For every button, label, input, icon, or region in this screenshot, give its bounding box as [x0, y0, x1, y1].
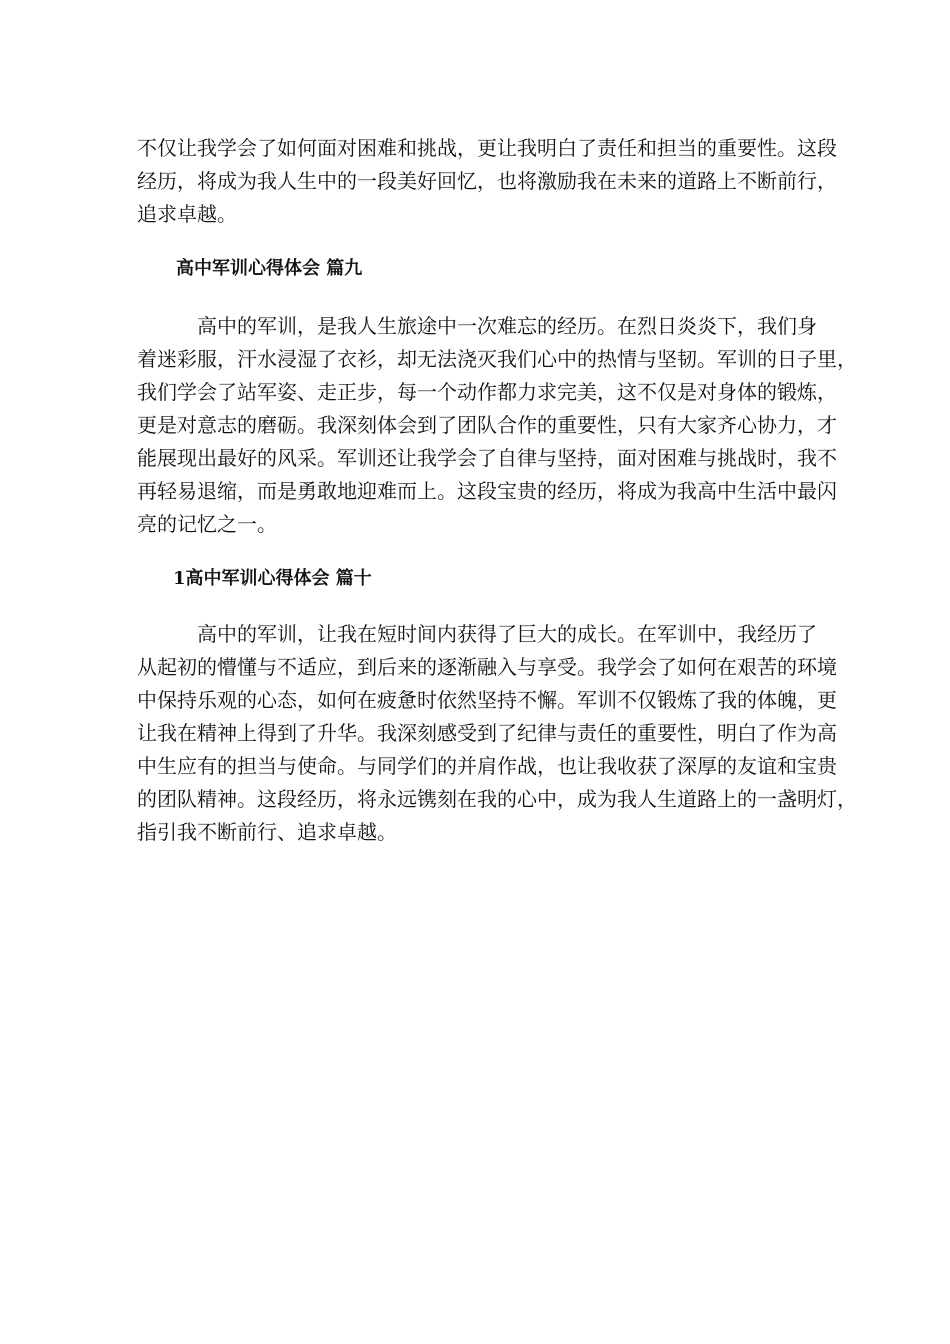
paragraph-line: 更是对意志的磨砺。我深刻体会到了团队合作的重要性，只有大家齐心协力，才: [137, 413, 837, 437]
paragraph-line: 高中的军训，让我在短时间内获得了巨大的成长。在军训中，我经历了: [137, 622, 817, 646]
paragraph-line: 让我在精神上得到了升华。我深刻感受到了纪律与责任的重要性，明白了作为高: [137, 721, 837, 745]
paragraph-line: 不仅让我学会了如何面对困难和挑战，更让我明白了责任和担当的重要性。这段: [137, 136, 837, 160]
section-ten-heading: 1高中军训心得体会 篇十: [173, 568, 372, 589]
paragraph-line: 追求卓越。: [137, 202, 237, 226]
paragraph-line: 从起初的懵懂与不适应，到后来的逐渐融入与享受。我学会了如何在艰苦的环境: [137, 655, 837, 679]
section-ten-paragraph: [137, 618, 857, 849]
section-nine-heading: 高中军训心得体会 篇九: [176, 258, 363, 279]
paragraph-line: 着迷彩服，汗水浸湿了衣衫，却无法浇灭我们心中的热情与坚韧。军训的日子里，: [137, 347, 857, 371]
paragraph-line: 的团队精神。这段经历，将永远镌刻在我的心中，成为我人生道路上的一盏明灯，: [137, 787, 857, 811]
paragraph-line: 再轻易退缩，而是勇敢地迎难而上。这段宝贵的经历，将成为我高中生活中最闪: [137, 479, 837, 503]
paragraph-line: 能展现出最好的风采。军训还让我学会了自律与坚持，面对困难与挑战时，我不: [137, 446, 837, 470]
section-nine-paragraph: [137, 310, 857, 541]
paragraph-line: 中生应有的担当与使命。与同学们的并肩作战，也让我收获了深厚的友谊和宝贵: [137, 754, 837, 778]
intro-paragraph: [137, 132, 837, 231]
paragraph-line: 经历，将成为我人生中的一段美好回忆，也将激励我在未来的道路上不断前行，: [137, 169, 837, 193]
paragraph-line: 指引我不断前行、追求卓越。: [137, 820, 397, 844]
paragraph-line: 亮的记忆之一。: [137, 512, 277, 536]
paragraph-line: 中保持乐观的心态，如何在疲惫时依然坚持不懈。军训不仅锻炼了我的体魄，更: [137, 688, 837, 712]
paragraph-line: 我们学会了站军姿、走正步，每一个动作都力求完美，这不仅是对身体的锻炼，: [137, 380, 837, 404]
paragraph-line: 高中的军训，是我人生旅途中一次难忘的经历。在烈日炎炎下，我们身: [137, 314, 817, 338]
